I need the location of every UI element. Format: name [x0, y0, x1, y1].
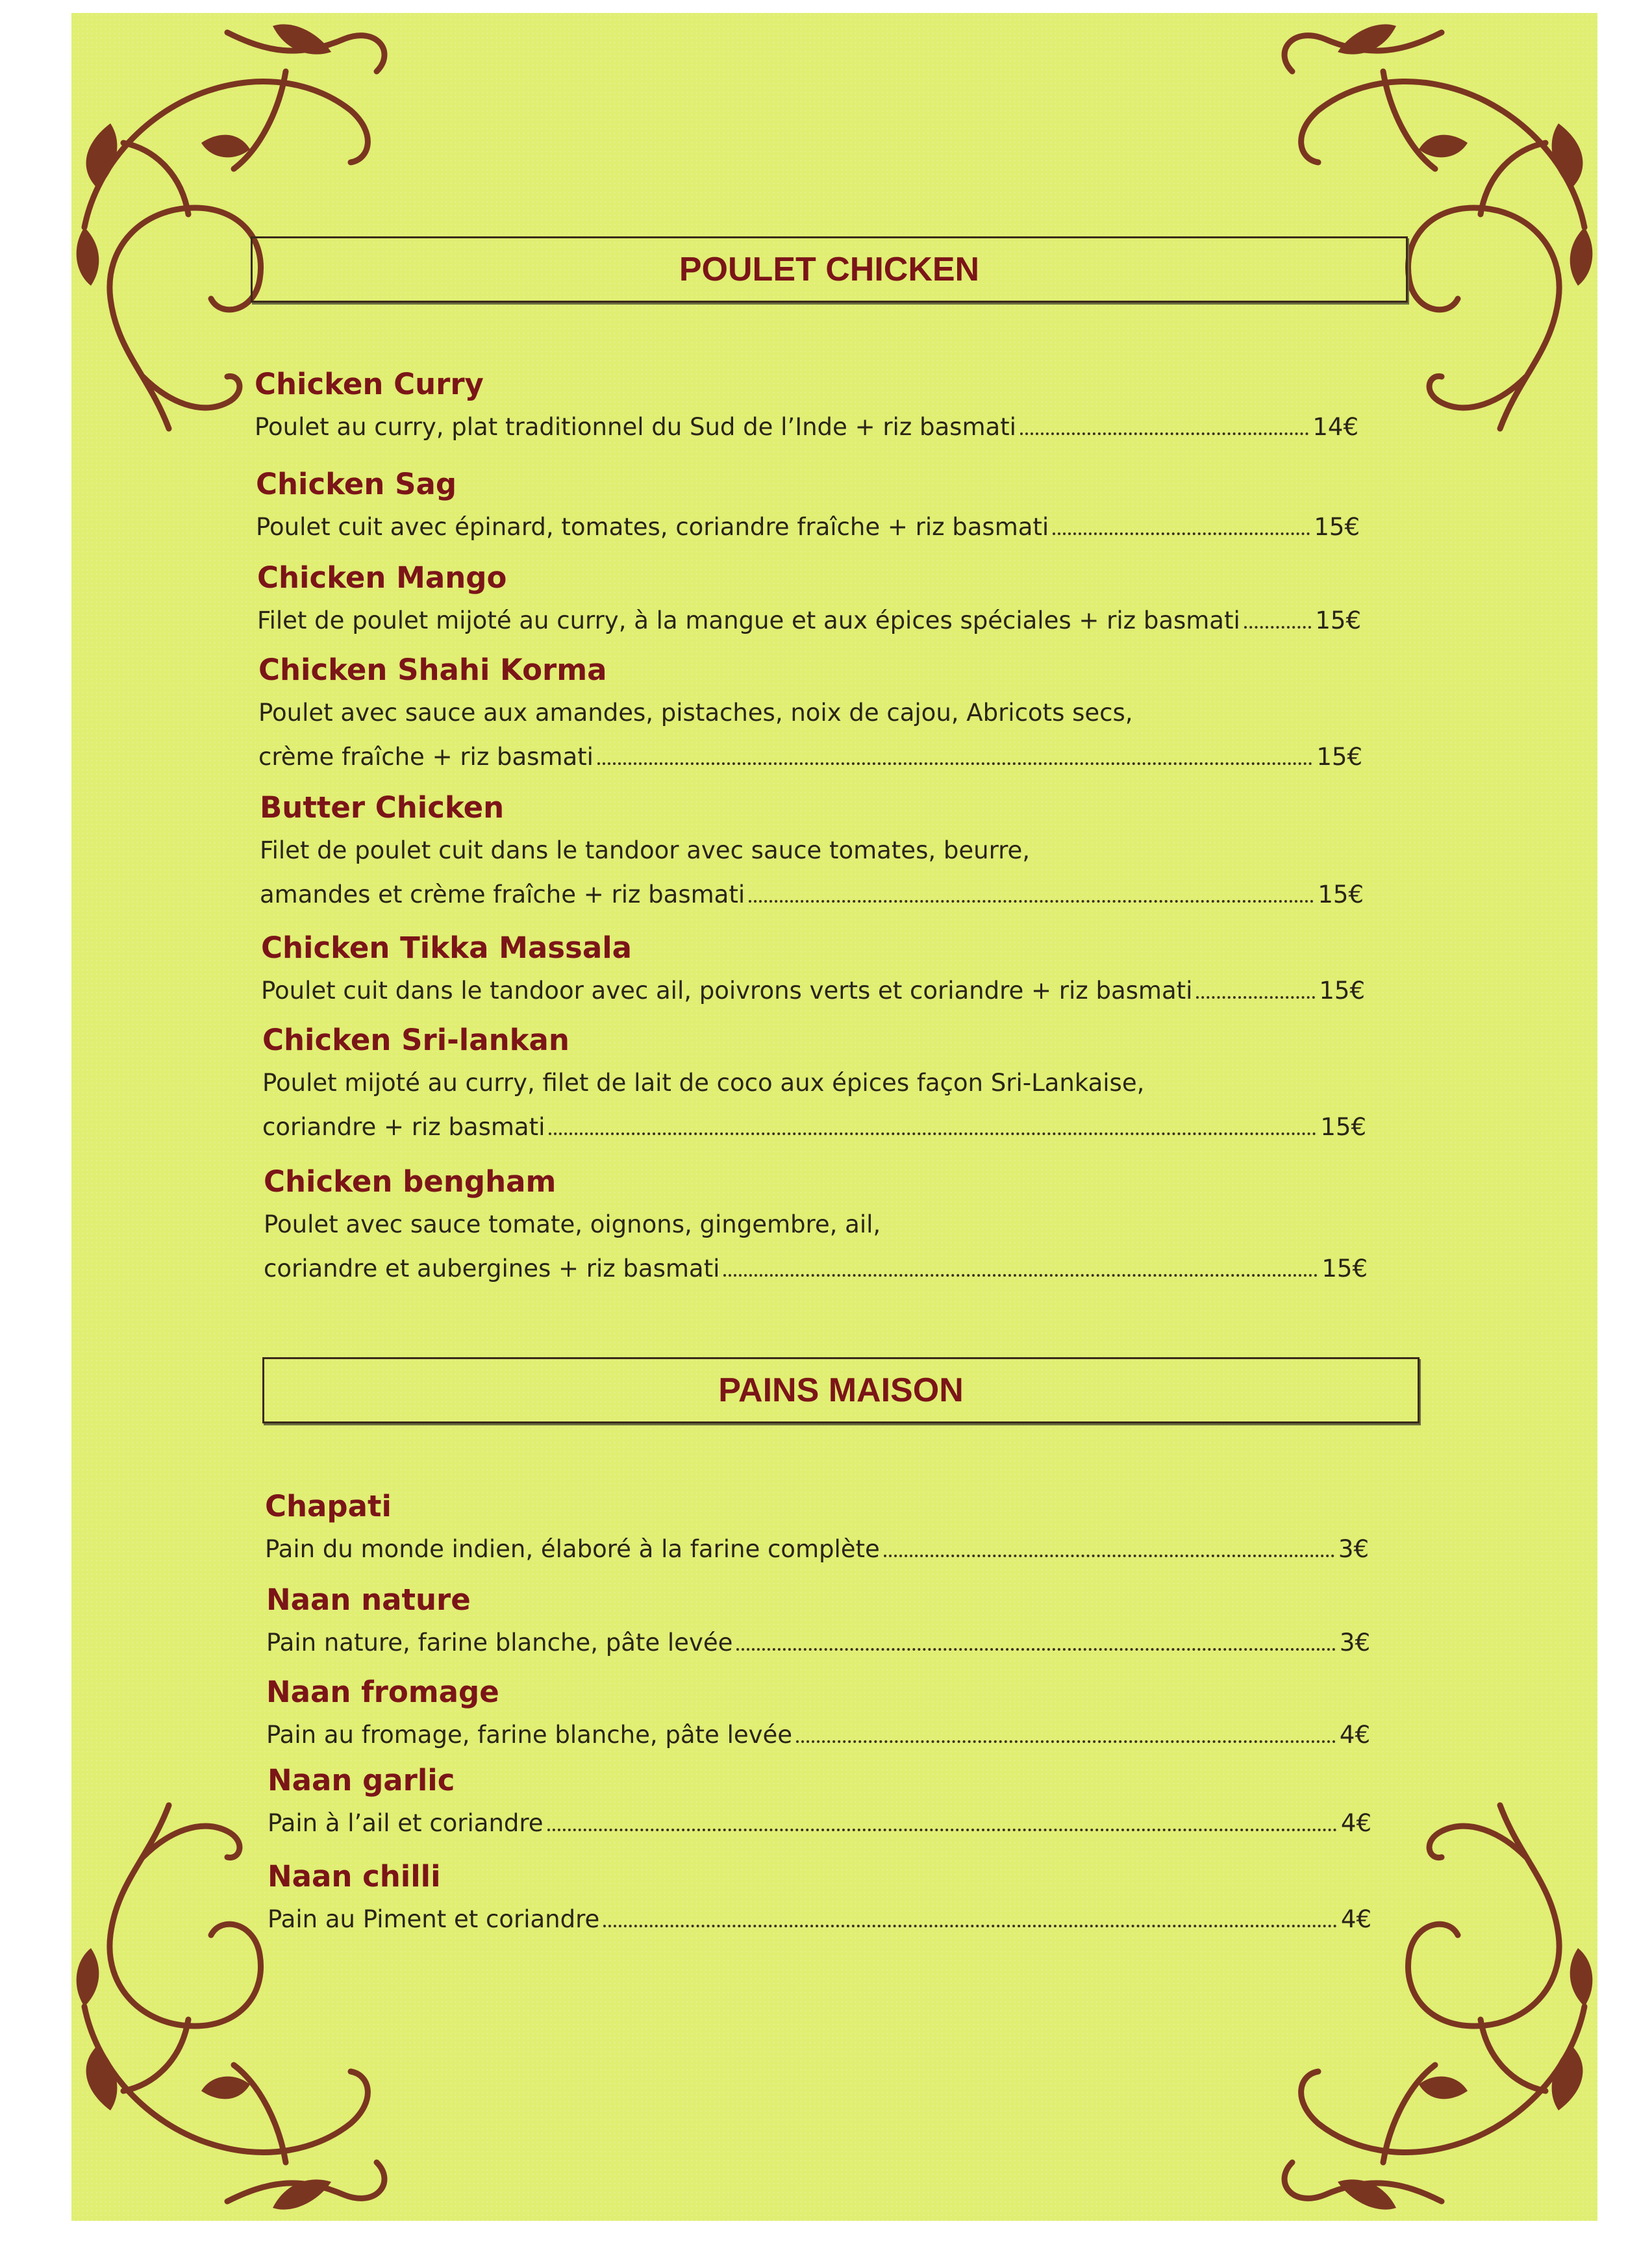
- item-description-line: Pain au fromage, farine blanche, pâte levée 4€: [266, 1713, 1370, 1757]
- item-name: Chicken Shahi Korma: [258, 653, 607, 687]
- item-description-line: Poulet cuit dans le tandoor avec ail, poivrons verts et coriandre + riz basmati 15€: [261, 969, 1365, 1013]
- item-name: Chicken Sag: [256, 467, 457, 501]
- item-description-line: Pain nature, farine blanche, pâte levée 3€: [266, 1621, 1370, 1665]
- dot-leader: [603, 1925, 1337, 1927]
- item-price: 3€: [1338, 1535, 1369, 1563]
- dot-leader: [1020, 432, 1308, 435]
- dot-leader: [1244, 626, 1312, 629]
- dot-leader: [723, 1274, 1318, 1277]
- item-price: 15€: [1319, 977, 1365, 1005]
- item-price: 4€: [1340, 1905, 1371, 1933]
- section-header-breads: [262, 1357, 1420, 1423]
- menu-item: [266, 1579, 1370, 1665]
- item-description-line: Filet de poulet mijoté au curry, à la mangue et aux épices spéciales + riz basmati 15€: [257, 599, 1361, 643]
- section-title: POULET CHICKEN: [679, 251, 980, 288]
- item-description-line: Poulet avec sauce aux amandes, pistaches, noix de cajou, Abricots secs,: [258, 699, 1133, 727]
- menu-item: [258, 649, 1362, 779]
- dot-leader: [547, 1829, 1337, 1831]
- item-name: Chicken Curry: [255, 367, 484, 401]
- menu-item: [264, 1161, 1368, 1291]
- item-description-line: amandes et crème fraîche + riz basmati 15€: [260, 873, 1364, 917]
- item-description-line: Pain à l’ail et coriandre 4€: [268, 1801, 1371, 1846]
- item-description-line: Filet de poulet cuit dans le tandoor avec sauce tomates, beurre,: [260, 836, 1031, 864]
- menu-item: [255, 364, 1358, 449]
- dot-leader: [884, 1555, 1334, 1557]
- item-name: Naan nature: [266, 1583, 471, 1617]
- item-name: Butter Chicken: [260, 790, 505, 825]
- menu-item: [261, 927, 1365, 1013]
- item-description-line: Poulet cuit avec épinard, tomates, coriandre fraîche + riz basmati 15€: [256, 505, 1360, 549]
- menu-item: [262, 1020, 1366, 1149]
- item-description-line: coriandre + riz basmati 15€: [262, 1105, 1366, 1149]
- dot-leader: [549, 1132, 1316, 1135]
- item-name: Naan garlic: [268, 1763, 455, 1797]
- item-price: 15€: [1314, 513, 1360, 541]
- item-price: 4€: [1340, 1809, 1371, 1837]
- item-price: 15€: [1320, 1113, 1366, 1141]
- section-header-chicken: [251, 236, 1408, 303]
- item-price: 15€: [1318, 881, 1364, 908]
- item-price: 15€: [1315, 607, 1361, 634]
- item-description-line: Poulet mijoté au curry, filet de lait de coco aux épices façon Sri-Lankaise,: [262, 1069, 1145, 1097]
- item-description-line: crème fraîche + riz basmati 15€: [258, 735, 1362, 779]
- item-description-line: coriandre et aubergines + riz basmati 15€: [264, 1247, 1368, 1291]
- dot-leader: [1196, 996, 1315, 999]
- item-description-line: Poulet au curry, plat traditionnel du Sud de l’Inde + riz basmati 14€: [255, 405, 1358, 449]
- item-description-line: Pain au Piment et coriandre 4€: [268, 1897, 1371, 1942]
- dot-leader: [736, 1648, 1336, 1651]
- menu-item: [265, 1486, 1369, 1571]
- item-price: 15€: [1316, 743, 1362, 771]
- item-description-line: Pain du monde indien, élaboré à la farine complète 3€: [265, 1527, 1369, 1571]
- item-name: Chicken bengham: [264, 1164, 557, 1199]
- menu-item: [268, 1856, 1371, 1942]
- item-name: Naan chilli: [268, 1859, 441, 1894]
- menu-item: [266, 1671, 1370, 1757]
- item-price: 4€: [1339, 1721, 1370, 1749]
- dot-leader: [597, 762, 1312, 765]
- item-name: Chicken Sri-lankan: [262, 1023, 569, 1057]
- item-name: Chapati: [265, 1489, 392, 1523]
- dot-leader: [749, 900, 1314, 903]
- item-name: Chicken Mango: [257, 560, 507, 595]
- dot-leader: [1053, 532, 1310, 535]
- item-price: 3€: [1339, 1629, 1370, 1657]
- menu-item: [256, 464, 1360, 549]
- item-price: 14€: [1312, 413, 1358, 441]
- item-price: 15€: [1321, 1255, 1368, 1283]
- menu-item: [257, 557, 1361, 643]
- item-name: Naan fromage: [266, 1675, 499, 1709]
- item-name: Chicken Tikka Massala: [261, 931, 632, 965]
- dot-leader: [796, 1740, 1336, 1743]
- item-description-line: Poulet avec sauce tomate, oignons, gingembre, ail,: [264, 1210, 881, 1238]
- section-title: PAINS MAISON: [718, 1371, 964, 1409]
- menu-item: [268, 1760, 1371, 1846]
- menu-item: [260, 787, 1364, 917]
